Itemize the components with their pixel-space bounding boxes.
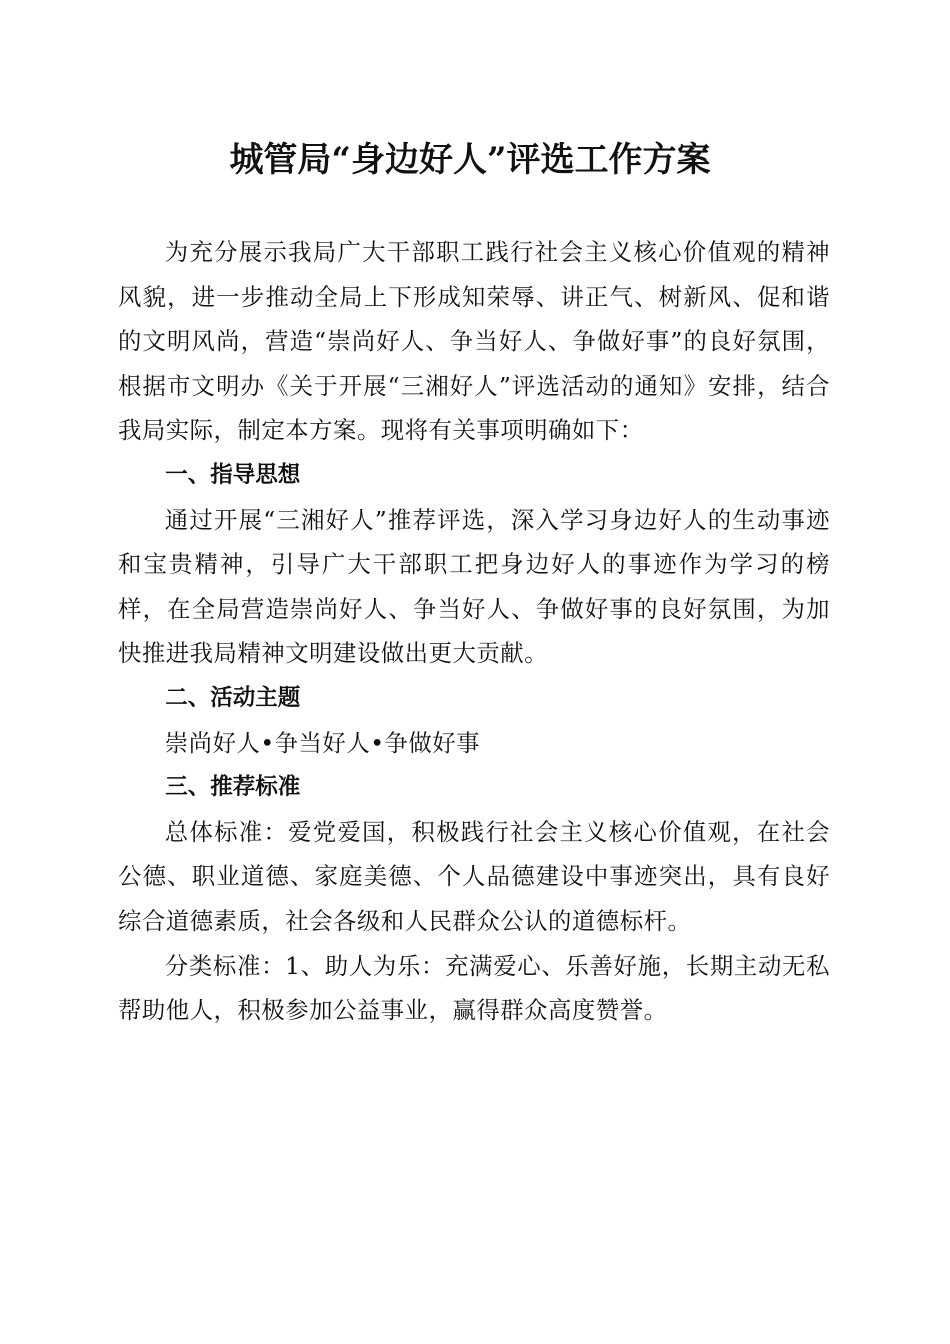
general-criteria-paragraph: 总体标准：爱党爱国，积极践行社会主义核心价值观，在社会公德、职业道德、家庭美德、个人品德建设中事迹突出，具有良好综合道德素质，社会各级和人民群众公认的道德标杆。 <box>118 817 830 935</box>
section-heading-guiding-ideology: 一、指导思想 <box>165 461 301 488</box>
activity-theme-paragraph: 崇尚好人•争当好人•争做好事 <box>164 728 481 757</box>
document-title: 城管局“身边好人”评选工作方案 <box>229 140 711 180</box>
intro-paragraph: 为充分展示我局广大干部职工践行社会主义核心价值观的精神风貌，进一步推动全局上下形成知荣辱、讲正气、树新风、促和谐的文明风尚，营造“崇尚好人、争当好人、争做好事”的良好氛围，根据市文明办《关于开展“三湘好人”评选活动的通知》安排，结合我局实际，制定本方案。现将有关事项明确如下： <box>118 238 830 445</box>
guiding-ideology-paragraph: 通过开展“三湘好人”推荐评选，深入学习身边好人的生动事迹和宝贵精神，引导广大干部职工把身边好人的事迹作为学习的榜样，在全局营造崇尚好人、争当好人、争做好事的良好氛围，为加快推进我局精神文明建设做出更大贡献。 <box>118 505 830 668</box>
section-heading-recommendation-criteria: 三、推荐标准 <box>165 774 301 801</box>
section-heading-activity-theme: 二、活动主题 <box>165 684 301 711</box>
category-criteria-paragraph: 分类标准：1、助人为乐：充满爱心、乐善好施，长期主动无私帮助他人，积极参加公益事业，赢得群众高度赞誉。 <box>118 951 830 1025</box>
document-body <box>118 230 830 1033</box>
